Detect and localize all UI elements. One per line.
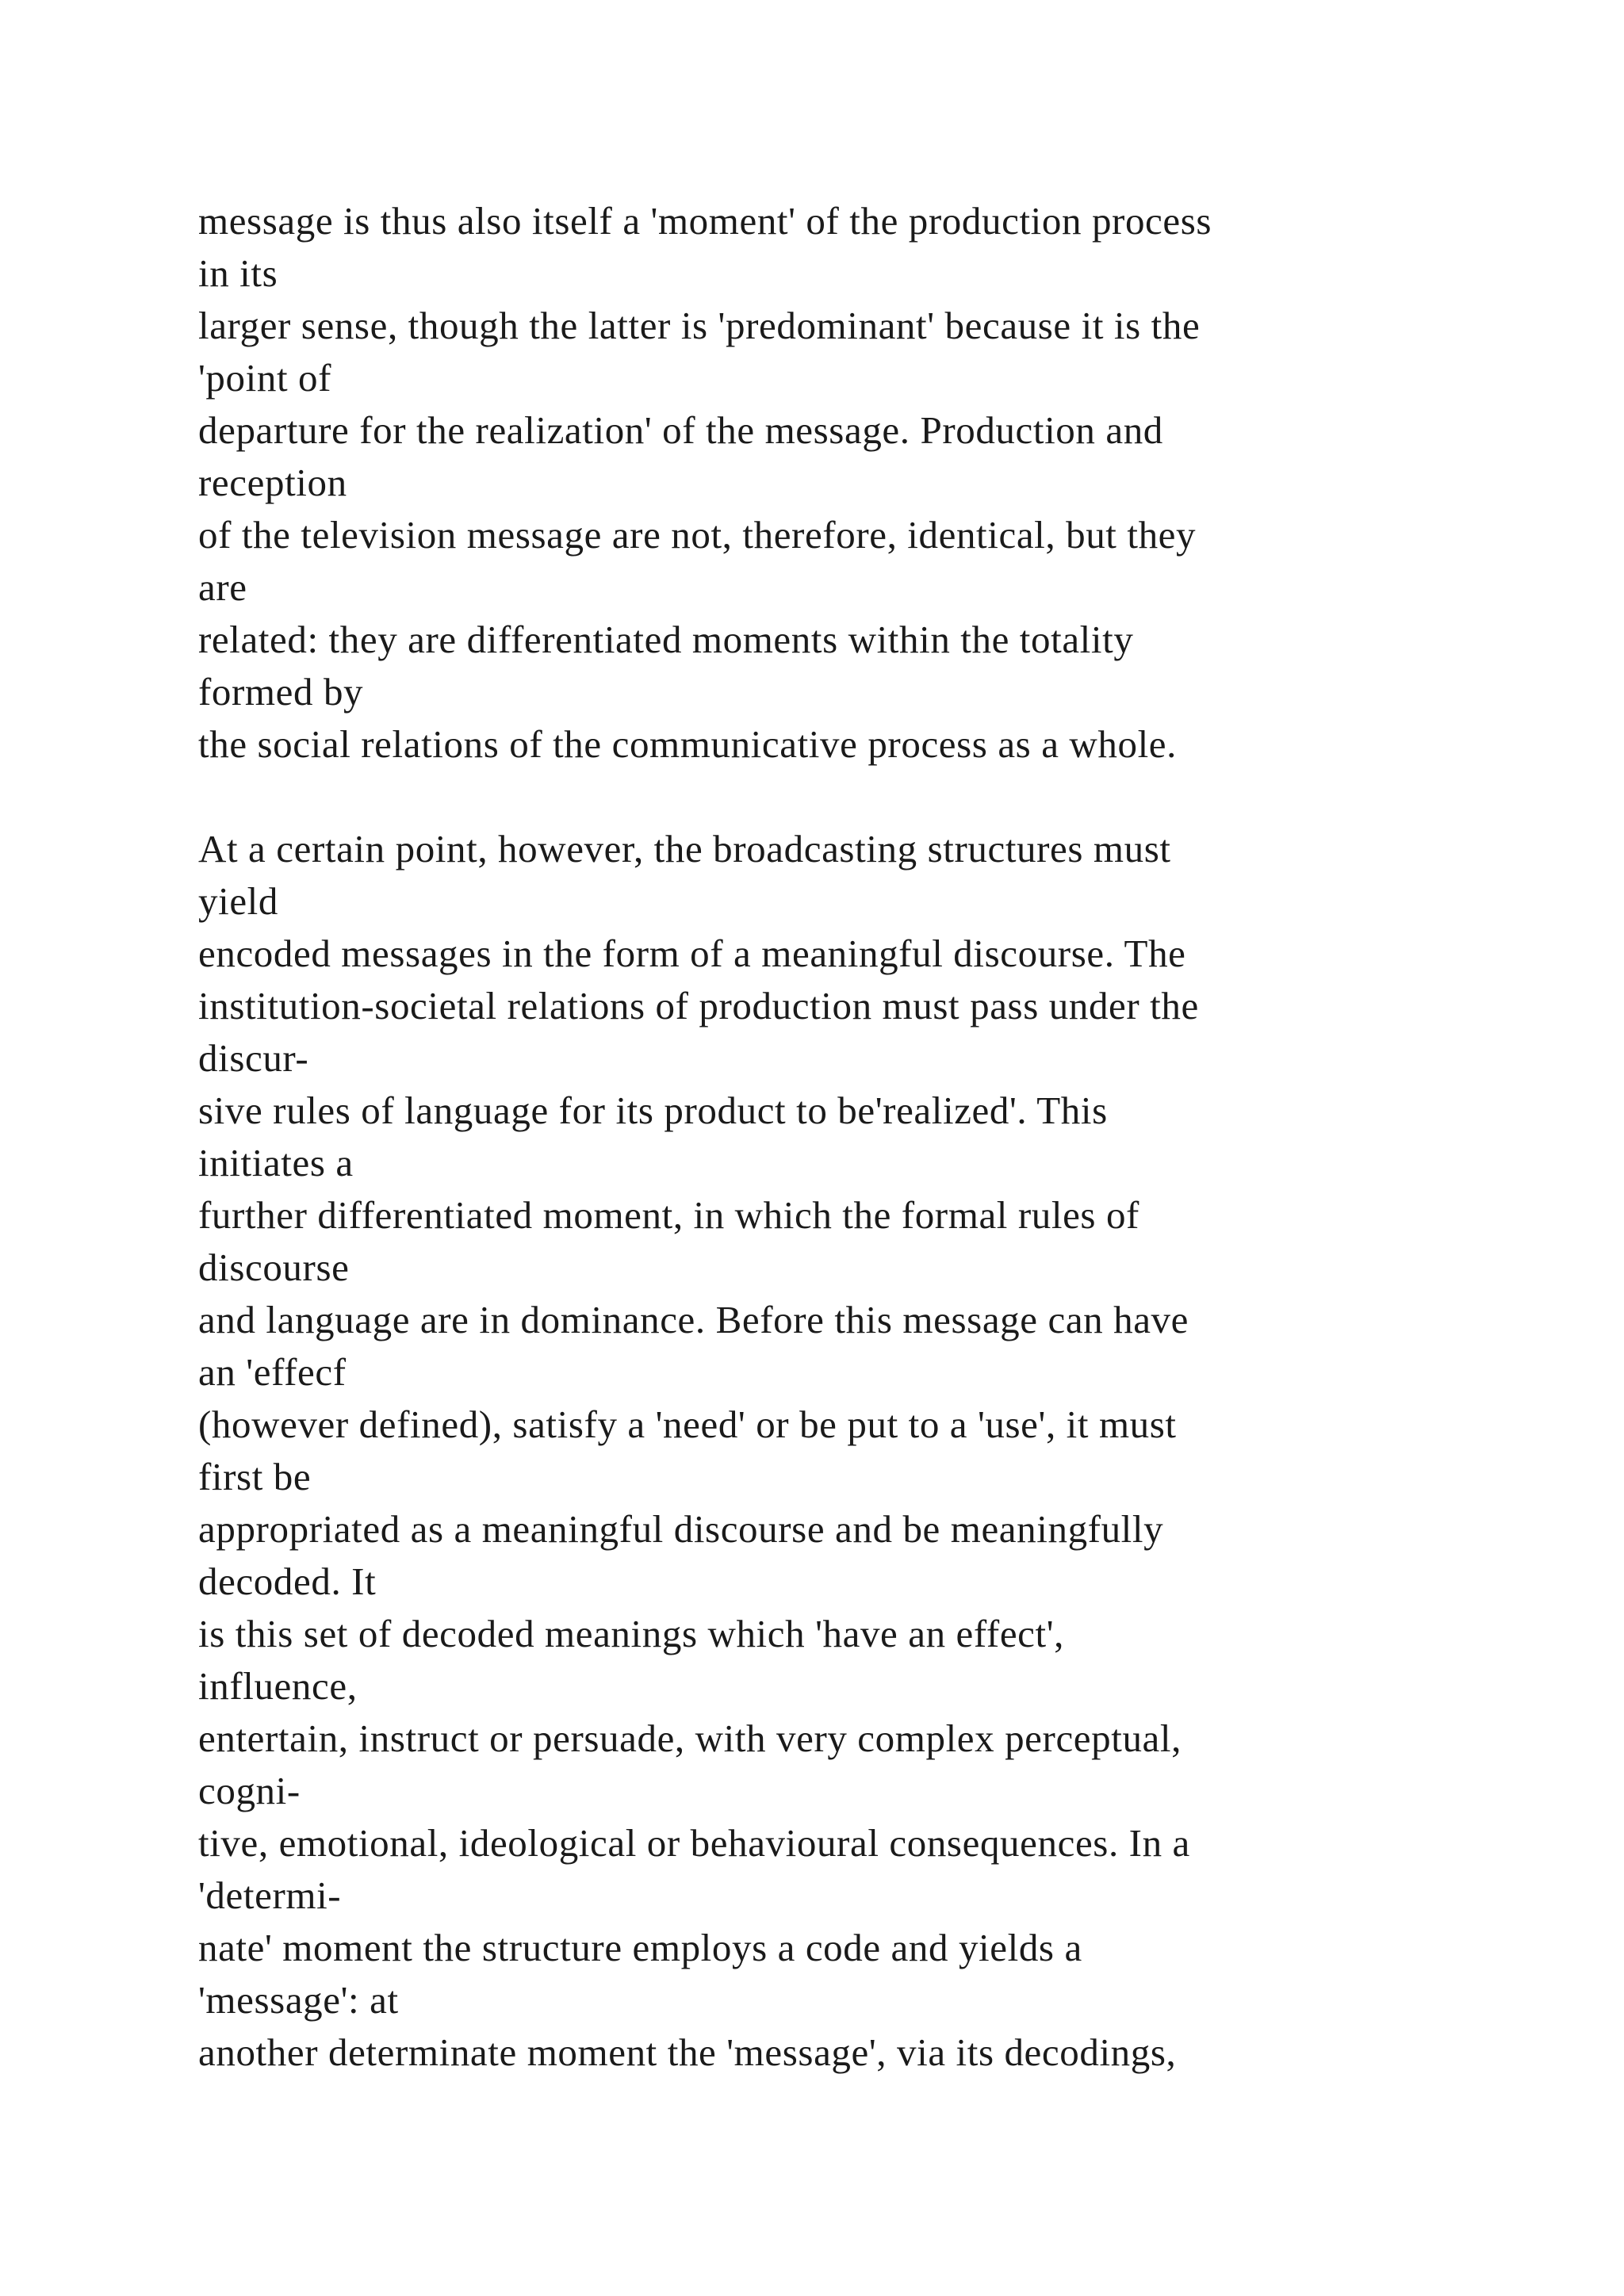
text-line: is this set of decoded meanings which 'have an effect', [198,1612,1065,1655]
text-line: At a certain point, however, the broadcasting structures must [198,827,1171,871]
body-text [198,195,1594,2079]
text-line: cogni- [198,1769,301,1812]
text-line: 'point of [198,356,332,400]
text-line: encoded messages in the form of a meaningful discourse. The [198,932,1186,975]
text-line: nate' moment the structure employs a code and yields a [198,1926,1082,1969]
text-line: larger sense, though the latter is 'predominant' because it is the [198,304,1201,347]
text-line: initiates a [198,1141,354,1184]
text-line: further differentiated moment, in which the formal rules of [198,1193,1139,1237]
text-line: and language are in dominance. Before this message can have [198,1298,1189,1341]
text-line: appropriated as a meaningful discourse and be meaningfully [198,1507,1164,1551]
text-line: of the television message are not, therefore, identical, but they [198,513,1197,557]
text-line: in its [198,251,278,295]
text-line: discur- [198,1036,309,1080]
text-line: 'determi- [198,1873,342,1917]
text-line: message is thus also itself a 'moment' of the production process [198,199,1212,243]
text-line: discourse [198,1246,350,1289]
text-line: influence, [198,1664,358,1708]
text-line: related: they are differentiated moments within the totality [198,618,1134,661]
text-line: (however defined), satisfy a 'need' or be put to a 'use', it must [198,1402,1177,1446]
text-line: first be [198,1455,312,1498]
text-line: the social relations of the communicative process as a whole. [198,722,1177,766]
text-line: decoded. It [198,1559,377,1603]
text-line: formed by [198,670,364,714]
text-line: entertain, instruct or persuade, with very complex perceptual, [198,1716,1182,1760]
text-line: sive rules of language for its product to be'realized'. This [198,1089,1108,1132]
text-line: are [198,565,247,609]
text-line: another determinate moment the 'message', via its decodings, [198,2030,1177,2074]
text-line: 'message': at [198,1978,399,2022]
text-line: departure for the realization' of the message. Production and [198,408,1163,452]
text-line: tive, emotional, ideological or behavioural consequences. In a [198,1821,1190,1865]
text-line: an 'effecf [198,1350,347,1394]
text-line: yield [198,879,278,923]
text-line: reception [198,461,347,504]
paragraph-break [198,771,1594,823]
text-line: institution-societal relations of production must pass under the [198,984,1199,1027]
